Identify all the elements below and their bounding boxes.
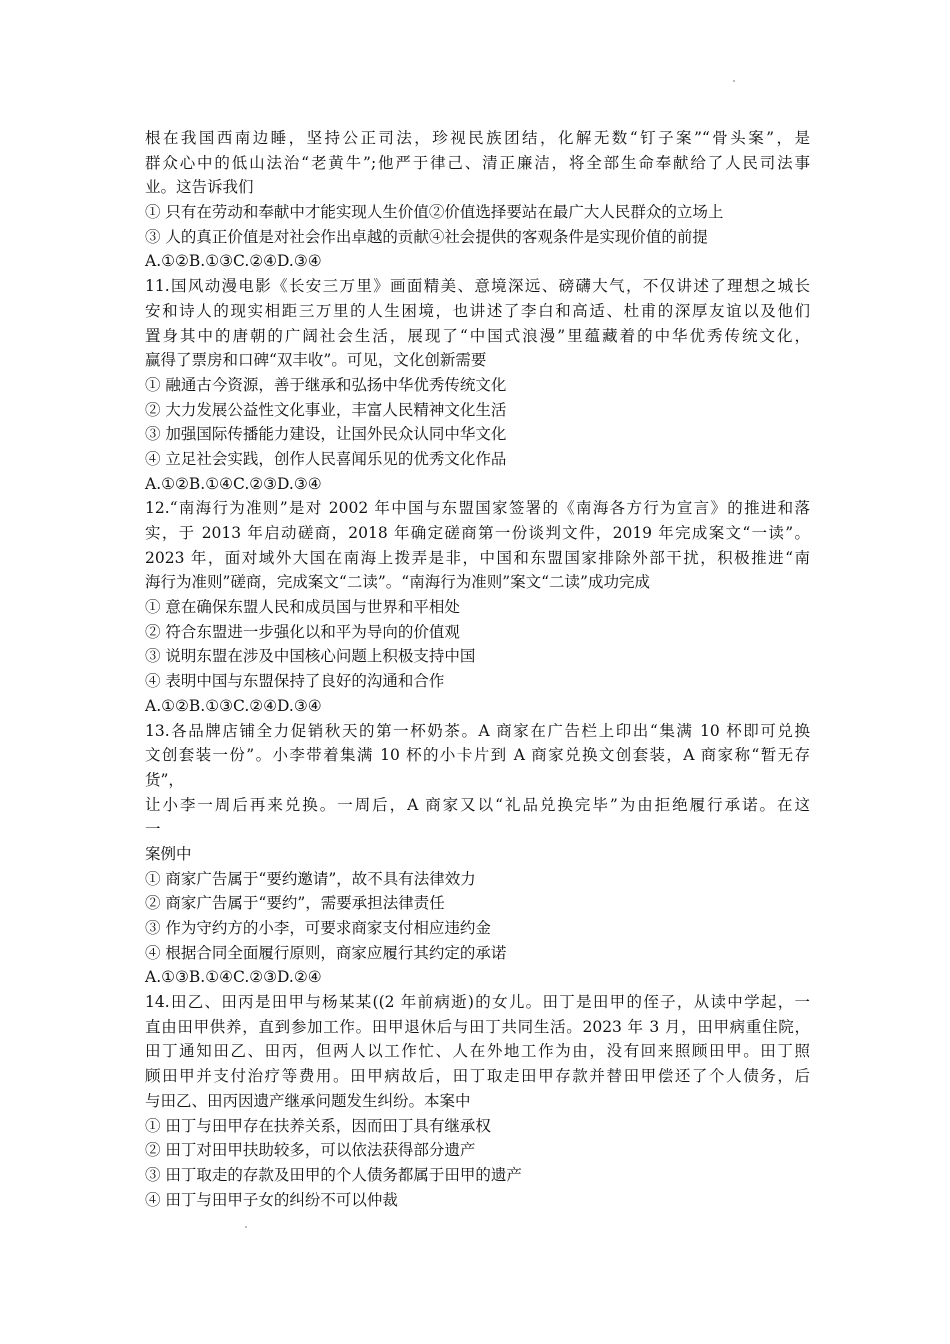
option-line: ④ 根据合同全面履行原则，商家应履行其约定的承诺 [145, 943, 507, 962]
answer-choices: A.①②B.①③C.②④D.③④ [145, 252, 322, 271]
option-line: ④ 立足社会实践，创作人民喜闻乐见的优秀文化作品 [145, 449, 507, 468]
answer-choices: A.①②B.①③C.②④D.③④ [145, 696, 322, 715]
option-line: ② 符合东盟进一步强化以和平为导向的价值观 [145, 622, 460, 641]
text-line: 文创套装一份”。小李带着集满 10 杯的小卡片到 A 商家兑换文创套装，A 商家称“暂无存 [145, 746, 810, 765]
text-line: 赢得了票房和口碑“双丰收”。可见，文化创新需要 [145, 351, 487, 370]
corner-mark-top [733, 80, 735, 82]
option-line: ③ 作为守约方的小李，可要求商家支付相应违约金 [145, 919, 491, 937]
option-line: ① 融通古今资源，善于继承和弘扬中华优秀传统文化 [145, 375, 507, 394]
question-12-text: 12.“南海行为准则”是对 2002 年中国与东盟国家签署的《南海各方行为宣言》的推进和落 [145, 499, 810, 518]
text-line: 田丁通知田乙、田丙，但两人以工作忙、人在外地工作为由，没有回来照顾田甲。田丁照 [145, 1042, 810, 1061]
option-line: ④ 田丁与田甲子女的纠纷不可以仲裁 [145, 1190, 398, 1209]
answer-choices: A.①③B.①④C.②③D.②④ [145, 968, 322, 987]
text-line: 顾田甲并支付治疗等费用。田甲病故后，田丁取走田甲存款并替田甲偿还了个人债务，后 [145, 1067, 810, 1086]
text-line: 直由田甲供养，直到参加工作。田甲退休后与田丁共同生活。2023 年 3 月，田甲病重住院， [145, 1017, 810, 1036]
option-line: ③ 说明东盟在涉及中国核心问题上积极支持中国 [145, 647, 476, 666]
question-14-text: 14.田乙、田丙是田甲与杨某某((2 年前病逝)的女儿。田丁是田甲的侄子，从读中学起，一 [145, 993, 810, 1012]
option-line: ① 商家广告属于“要约邀请”，故不具有法律效力 [145, 869, 476, 888]
text-line: 一 [145, 820, 161, 839]
text-line: 安和诗人的现实相距三万里的人生困境，也讲述了李白和高适、杜甫的深厚友谊以及他们 [145, 301, 810, 320]
text-line: 与田乙、田丙因遗产继承问题发生纠纷。本案中 [145, 1091, 471, 1110]
text-line: 2023 年，面对域外大国在南海上拨弄是非，中国和东盟国家排除外部干扰，积极推进“南 [145, 548, 810, 567]
option-line: ③ 人的真正价值是对社会作出卓越的贡献④社会提供的客观条件是实现价值的前提 [145, 227, 708, 246]
text-line: 业。这告诉我们 [145, 178, 254, 197]
text-line: 群众心中的低山法治“老黄牛”;他严于律己、清正廉洁，将全部生命奉献给了人民司法事 [145, 153, 810, 172]
text-line: 货”， [145, 770, 184, 789]
question-11-text: 11.国风动漫电影《长安三万里》画面精美、意境深远、磅礴大气，不仅讲述了理想之城长 [145, 277, 810, 296]
text-line: 实，于 2013 年启动磋商，2018 年确定磋商第一份谈判文件，2019 年完成案文“一读”。 [145, 524, 810, 542]
text-line: 根在我国西南边睡，坚持公正司法，珍视民族团结，化解无数“钉子案”“骨头案”，是 [145, 129, 810, 147]
question-13-text: 13.各品牌店铺全力促销秋天的第一杯奶茶。A 商家在广告栏上印出“集满 10 杯即可兑换 [145, 721, 810, 740]
option-line: ② 大力发展公益性文化事业，丰富人民精神文化生活 [145, 400, 507, 419]
option-line: ② 田丁对田甲扶助较多，可以依法获得部分遗产 [145, 1141, 476, 1160]
option-line: ③ 田丁取走的存款及田甲的个人债务都属于田甲的遗产 [145, 1165, 522, 1184]
option-line: ① 意在确保东盟人民和成员国与世界和平相处 [145, 598, 460, 617]
option-line: ① 田丁与田甲存在扶养关系，因而田丁具有继承权 [145, 1116, 491, 1135]
text-line: 置身其中的唐朝的广阔社会生活，展现了“中国式浪漫”里蕴藏着的中华优秀传统文化， [145, 326, 810, 345]
text-line: 让小李一周后再来兑换。一周后，A 商家又以“礼品兑换完毕”为由拒绝履行承诺。在这 [145, 795, 810, 814]
option-line: ② 商家广告属于“要约”，需要承担法律责任 [145, 894, 445, 913]
option-line: ④ 表明中国与东盟保持了良好的沟通和合作 [145, 672, 445, 691]
option-line: ① 只有在劳动和奉献中才能实现人生价值②价值选择要站在最广大人民群众的立场上 [145, 203, 724, 222]
option-line: ③ 加强国际传播能力建设，让国外民众认同中华文化 [145, 425, 507, 444]
answer-choices: A.①②B.①④C.②③D.③④ [145, 474, 322, 493]
text-line: 海行为准则”磋商，完成案文“二读”。“南海行为准则”案文“二读”成功完成 [145, 573, 650, 592]
text-line: 案例中 [145, 844, 192, 863]
corner-mark-bottom [245, 1226, 247, 1228]
question-text [145, 126, 810, 1212]
